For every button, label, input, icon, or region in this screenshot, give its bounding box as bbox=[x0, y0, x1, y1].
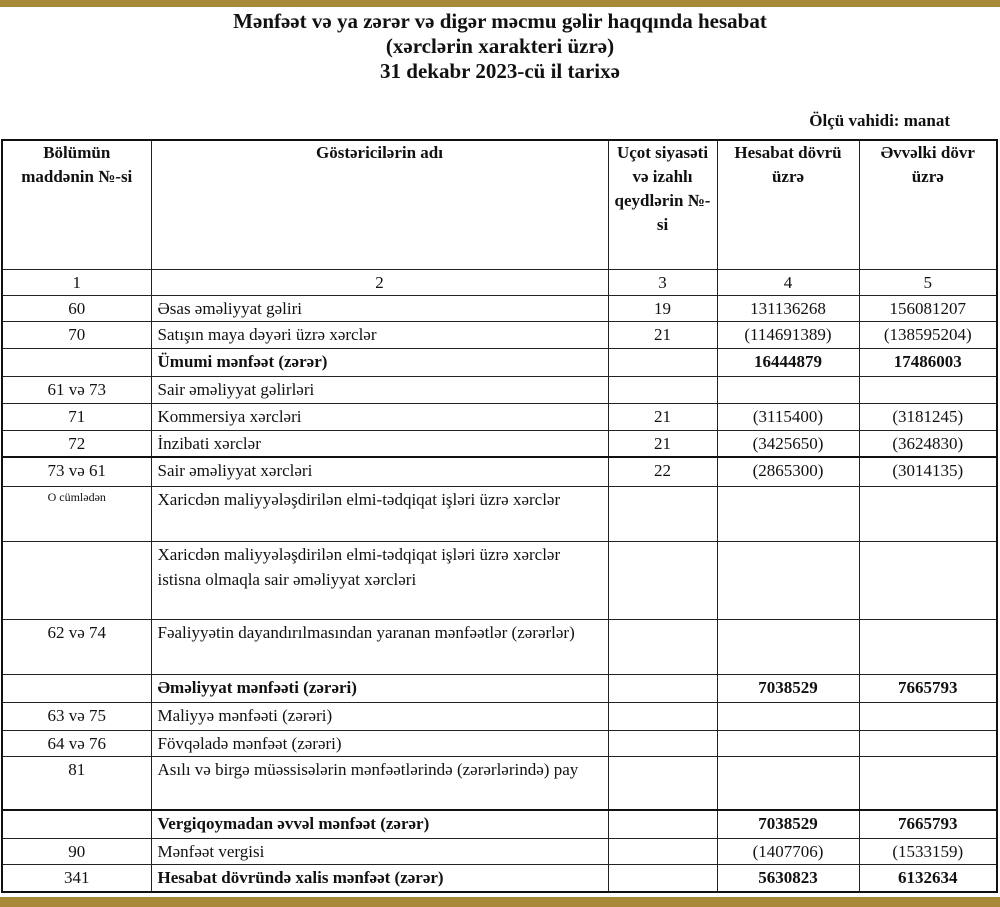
table-row bbox=[2, 296, 997, 322]
row-previous-value: (3014135) bbox=[859, 457, 997, 487]
report-date: 31 dekabr 2023-cü il tarixə bbox=[380, 59, 620, 83]
row-note bbox=[608, 865, 717, 893]
table-row bbox=[2, 839, 997, 865]
row-current-value bbox=[717, 377, 859, 404]
header-row bbox=[2, 140, 997, 270]
row-code: 72 bbox=[2, 431, 151, 458]
row-note bbox=[608, 675, 717, 703]
row-previous-value: (1533159) bbox=[859, 839, 997, 865]
row-name: Sair əməliyyat gəlirləri bbox=[151, 377, 608, 404]
table-row bbox=[2, 757, 997, 811]
row-note bbox=[608, 810, 717, 839]
bottom-decorative-band bbox=[0, 897, 1000, 907]
row-note bbox=[608, 620, 717, 675]
row-previous-value bbox=[859, 620, 997, 675]
row-note bbox=[608, 703, 717, 731]
row-code: 81 bbox=[2, 757, 151, 811]
row-current-value: 7038529 bbox=[717, 675, 859, 703]
row-previous-value: (138595204) bbox=[859, 322, 997, 349]
row-current-value bbox=[717, 757, 859, 811]
row-code: 341 bbox=[2, 865, 151, 893]
row-note: 21 bbox=[608, 404, 717, 431]
row-note bbox=[608, 487, 717, 542]
row-code: 60 bbox=[2, 296, 151, 322]
row-name: Xaricdən maliyyələşdirilən elmi-tədqiqat işləri üzrə xərclər istisna olmaqla sair əməliyyat xərcləri bbox=[151, 542, 608, 620]
column-number-row bbox=[2, 270, 997, 296]
row-name: Ümumi mənfəət (zərər) bbox=[151, 349, 608, 377]
row-previous-value bbox=[859, 757, 997, 811]
row-name: Hesabat dövründə xalis mənfəət (zərər) bbox=[151, 865, 608, 893]
row-previous-value: 7665793 bbox=[859, 810, 997, 839]
row-previous-value: 156081207 bbox=[859, 296, 997, 322]
column-number: 4 bbox=[717, 270, 859, 296]
row-name: Fəaliyyətin dayandırılmasından yaranan mənfəətlər (zərərlər) bbox=[151, 620, 608, 675]
table-row bbox=[2, 349, 997, 377]
row-code: 63 və 75 bbox=[2, 703, 151, 731]
row-current-value bbox=[717, 487, 859, 542]
row-note bbox=[608, 757, 717, 811]
header-code: Bölümün maddənin №-si bbox=[2, 140, 151, 270]
header-current: Hesabat dövrü üzrə bbox=[717, 140, 859, 270]
row-name: Mənfəət vergisi bbox=[151, 839, 608, 865]
row-current-value: (2865300) bbox=[717, 457, 859, 487]
income-statement-table bbox=[1, 139, 998, 893]
table-row bbox=[2, 731, 997, 757]
header-note: Uçot siyasəti və izahlı qeydlərin №-si bbox=[608, 140, 717, 270]
row-note: 21 bbox=[608, 431, 717, 458]
table-row bbox=[2, 404, 997, 431]
row-note: 19 bbox=[608, 296, 717, 322]
header-previous: Əvvəlki dövr üzrə bbox=[859, 140, 997, 270]
row-current-value: (1407706) bbox=[717, 839, 859, 865]
row-name: Maliyyə mənfəəti (zərəri) bbox=[151, 703, 608, 731]
row-code: O cümlədən bbox=[2, 487, 151, 542]
row-current-value: 5630823 bbox=[717, 865, 859, 893]
report-subtitle: (xərclərin xarakteri üzrə) bbox=[385, 34, 615, 58]
row-code bbox=[2, 349, 151, 377]
row-name: İnzibati xərclər bbox=[151, 431, 608, 458]
row-code: 73 və 61 bbox=[2, 457, 151, 487]
row-current-value: 7038529 bbox=[717, 810, 859, 839]
row-name: Asılı və birgə müəssisələrin mənfəətlərində (zərərlərində) pay bbox=[151, 757, 608, 811]
table-row bbox=[2, 431, 997, 458]
row-name: Kommersiya xərcləri bbox=[151, 404, 608, 431]
header-name: Göstəricilərin adı bbox=[151, 140, 608, 270]
row-previous-value bbox=[859, 703, 997, 731]
row-code: 62 və 74 bbox=[2, 620, 151, 675]
row-current-value bbox=[717, 542, 859, 620]
row-name: Satışın maya dəyəri üzrə xərclər bbox=[151, 322, 608, 349]
row-previous-value bbox=[859, 377, 997, 404]
row-name: Əsas əməliyyat gəliri bbox=[151, 296, 608, 322]
row-name: Xaricdən maliyyələşdirilən elmi-tədqiqat işləri üzrə xərclər bbox=[151, 487, 608, 542]
row-code bbox=[2, 810, 151, 839]
row-previous-value: 17486003 bbox=[859, 349, 997, 377]
row-name: Vergiqoymadan əvvəl mənfəət (zərər) bbox=[151, 810, 608, 839]
row-note bbox=[608, 731, 717, 757]
row-previous-value: (3181245) bbox=[859, 404, 997, 431]
table-row bbox=[2, 542, 997, 620]
row-code: 71 bbox=[2, 404, 151, 431]
table-row bbox=[2, 457, 997, 487]
row-code: 70 bbox=[2, 322, 151, 349]
report-title: Mənfəət və ya zərər və digər məcmu gəlir haqqında hesabat bbox=[233, 9, 767, 33]
row-code bbox=[2, 542, 151, 620]
table-row bbox=[2, 810, 997, 839]
top-decorative-band bbox=[0, 0, 1000, 7]
row-note: 21 bbox=[608, 322, 717, 349]
table-row bbox=[2, 377, 997, 404]
row-current-value: (114691389) bbox=[717, 322, 859, 349]
table-row bbox=[2, 487, 997, 542]
table-row bbox=[2, 703, 997, 731]
table-row bbox=[2, 675, 997, 703]
row-previous-value: (3624830) bbox=[859, 431, 997, 458]
row-code: 64 və 76 bbox=[2, 731, 151, 757]
table-row bbox=[2, 865, 997, 893]
column-number: 5 bbox=[859, 270, 997, 296]
row-code bbox=[2, 675, 151, 703]
row-previous-value: 7665793 bbox=[859, 675, 997, 703]
row-note: 22 bbox=[608, 457, 717, 487]
row-note bbox=[608, 542, 717, 620]
column-number: 1 bbox=[2, 270, 151, 296]
table-row bbox=[2, 322, 997, 349]
row-code: 90 bbox=[2, 839, 151, 865]
row-current-value bbox=[717, 620, 859, 675]
row-name: Sair əməliyyat xərcləri bbox=[151, 457, 608, 487]
row-previous-value bbox=[859, 731, 997, 757]
row-name: Əməliyyat mənfəəti (zərəri) bbox=[151, 675, 608, 703]
row-previous-value: 6132634 bbox=[859, 865, 997, 893]
row-current-value: 16444879 bbox=[717, 349, 859, 377]
column-number: 3 bbox=[608, 270, 717, 296]
row-note bbox=[608, 839, 717, 865]
column-number: 2 bbox=[151, 270, 608, 296]
row-previous-value bbox=[859, 542, 997, 620]
row-current-value: (3115400) bbox=[717, 404, 859, 431]
row-name: Fövqəladə mənfəət (zərəri) bbox=[151, 731, 608, 757]
row-current-value: 131136268 bbox=[717, 296, 859, 322]
row-code: 61 və 73 bbox=[2, 377, 151, 404]
row-current-value bbox=[717, 703, 859, 731]
row-note bbox=[608, 349, 717, 377]
unit-label: Ölçü vahidi: manat bbox=[809, 111, 950, 130]
row-current-value: (3425650) bbox=[717, 431, 859, 458]
table-row bbox=[2, 620, 997, 675]
row-previous-value bbox=[859, 487, 997, 542]
row-current-value bbox=[717, 731, 859, 757]
row-note bbox=[608, 377, 717, 404]
